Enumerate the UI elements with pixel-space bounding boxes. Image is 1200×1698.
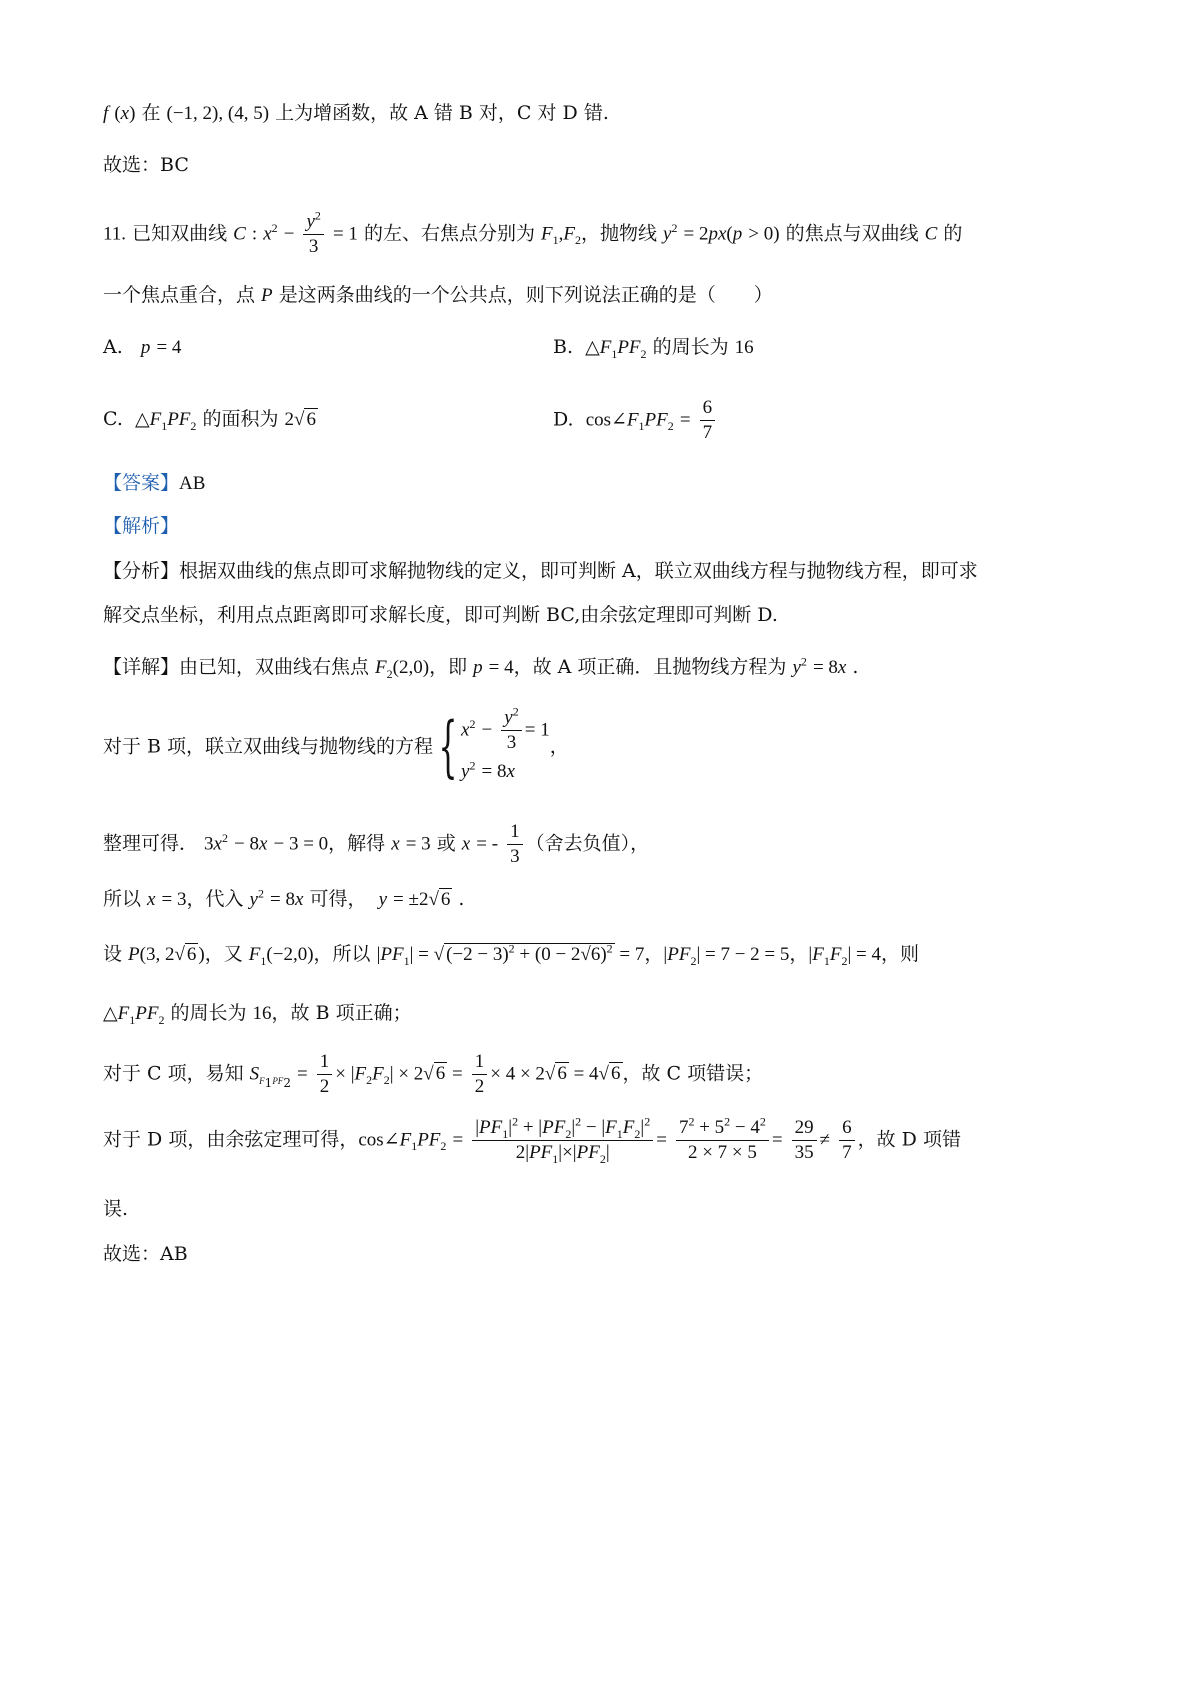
detail-d-tail: 误.: [103, 1198, 129, 1220]
previous-conclusion: f (x) 在 (−1, 2), (4, 5) 上为增函数，故 A 错 B 对，C 对 D 错.: [103, 102, 609, 124]
option-d: D. $\cos\angle F_1PF_2$ = $\frac{6}{7}$: [553, 396, 718, 445]
question-11-stem-1: 11. 已知双曲线 C : $x^2$ − $\frac{y^2}{3}$ = 1 的左、右焦点分别为 $F_1,F_2$，抛物线 $y^2 = 2px(p > 0)$ 的焦点与双曲线 C 的: [103, 208, 963, 257]
option-c: C. $\triangle F_1PF_2$ 的面积为 2√ 6: [103, 408, 316, 433]
answer-value: AB: [179, 473, 206, 494]
detail-b-system: 对于 B 项，联立双曲线与抛物线的方程{ $x^2$ − $\frac{y^2}{3}$ = 1 $y^2 = 8x$ ，: [103, 704, 569, 785]
question-11-stem-2: 一个焦点重合，点 P 是这两条曲线的一个公共点，则下列说法正确的是（ ）: [103, 284, 773, 306]
answer-line: [103, 474, 205, 493]
detail-perimeter: $\triangle F_1PF_2$ 的周长为 16，故 B 项正确；: [103, 1002, 412, 1027]
detail-d: 对于 D 项，由余弦定理可得，$\cos\angle F_1PF_2$ = $\frac{|PF_1|^2 + |PF_2|^2 - |F_1F_2|^2}{2|PF_1|\times|PF_2|}$ = $\frac{7^2 + 5^2 - 4^2}{2 \times 7 \times 5}$ = $\frac{29}{35}$ ≠ $\frac{6}{7}$ ，故 D 项错: [103, 1114, 961, 1166]
fenxi-line-2: 解交点坐标，利用点点距离即可求解长度，即可判断 BC,由余弦定理即可判断 D.: [103, 604, 778, 626]
detail-so: 所以 x = 3，代入 $y^2 = 8x$ 可得， y = ±2√ 6 .: [103, 886, 465, 910]
left-brace: {: [438, 707, 458, 785]
final-choice: 故选：AB: [103, 1243, 188, 1265]
detail-set-point: 设 P(3, 2√ 6 )，又 $F_1(-2,0)$，所以 $|PF_1|$ = √ $(-2 - 3)^2 + (0 - 2√6)^2 = 7$，$|PF_2| = 7 - 2 = 5$，$|F_1F_2| = 4$，则: [103, 941, 919, 968]
option-a: A. p = 4: [103, 336, 182, 358]
detail-line-1: 【详解】由已知，双曲线右焦点 $F_2(2,0)$，即 p = 4，故 A 项正确．且抛物线方程为 $y^2 = 8x$ .: [103, 654, 859, 681]
option-b: B. $\triangle F_1PF_2$ 的周长为 16: [553, 336, 754, 361]
answer-tag: 【答案】: [103, 472, 180, 494]
analysis-tag: 【解析】: [103, 515, 180, 537]
detail-c: 对于 C 项，易知 $S_{F_1PF_2}$ = $\frac{1}{2}$ × $|F_2F_2| \times 2√$ 6 = $\frac{1}{2}$ × 4 × 2√ 6 = 4√ 6 ，故 C 项错误；: [103, 1051, 764, 1097]
detail-solve: 整理可得． $3x^2 - 8x - 3 = 0$，解得 x = 3 或 x = - $\frac{1}{3}$ （舍去负值），: [103, 821, 650, 867]
previous-choice: 故选：BC: [103, 154, 189, 176]
detail-b-intro: 对于 B 项，联立双曲线与抛物线的方程: [103, 735, 434, 758]
fenxi-line-1: 【分析】根据双曲线的焦点即可求解抛物线的定义，即可判断 A，联立双曲线方程与抛物线方程，即可求: [103, 560, 978, 582]
